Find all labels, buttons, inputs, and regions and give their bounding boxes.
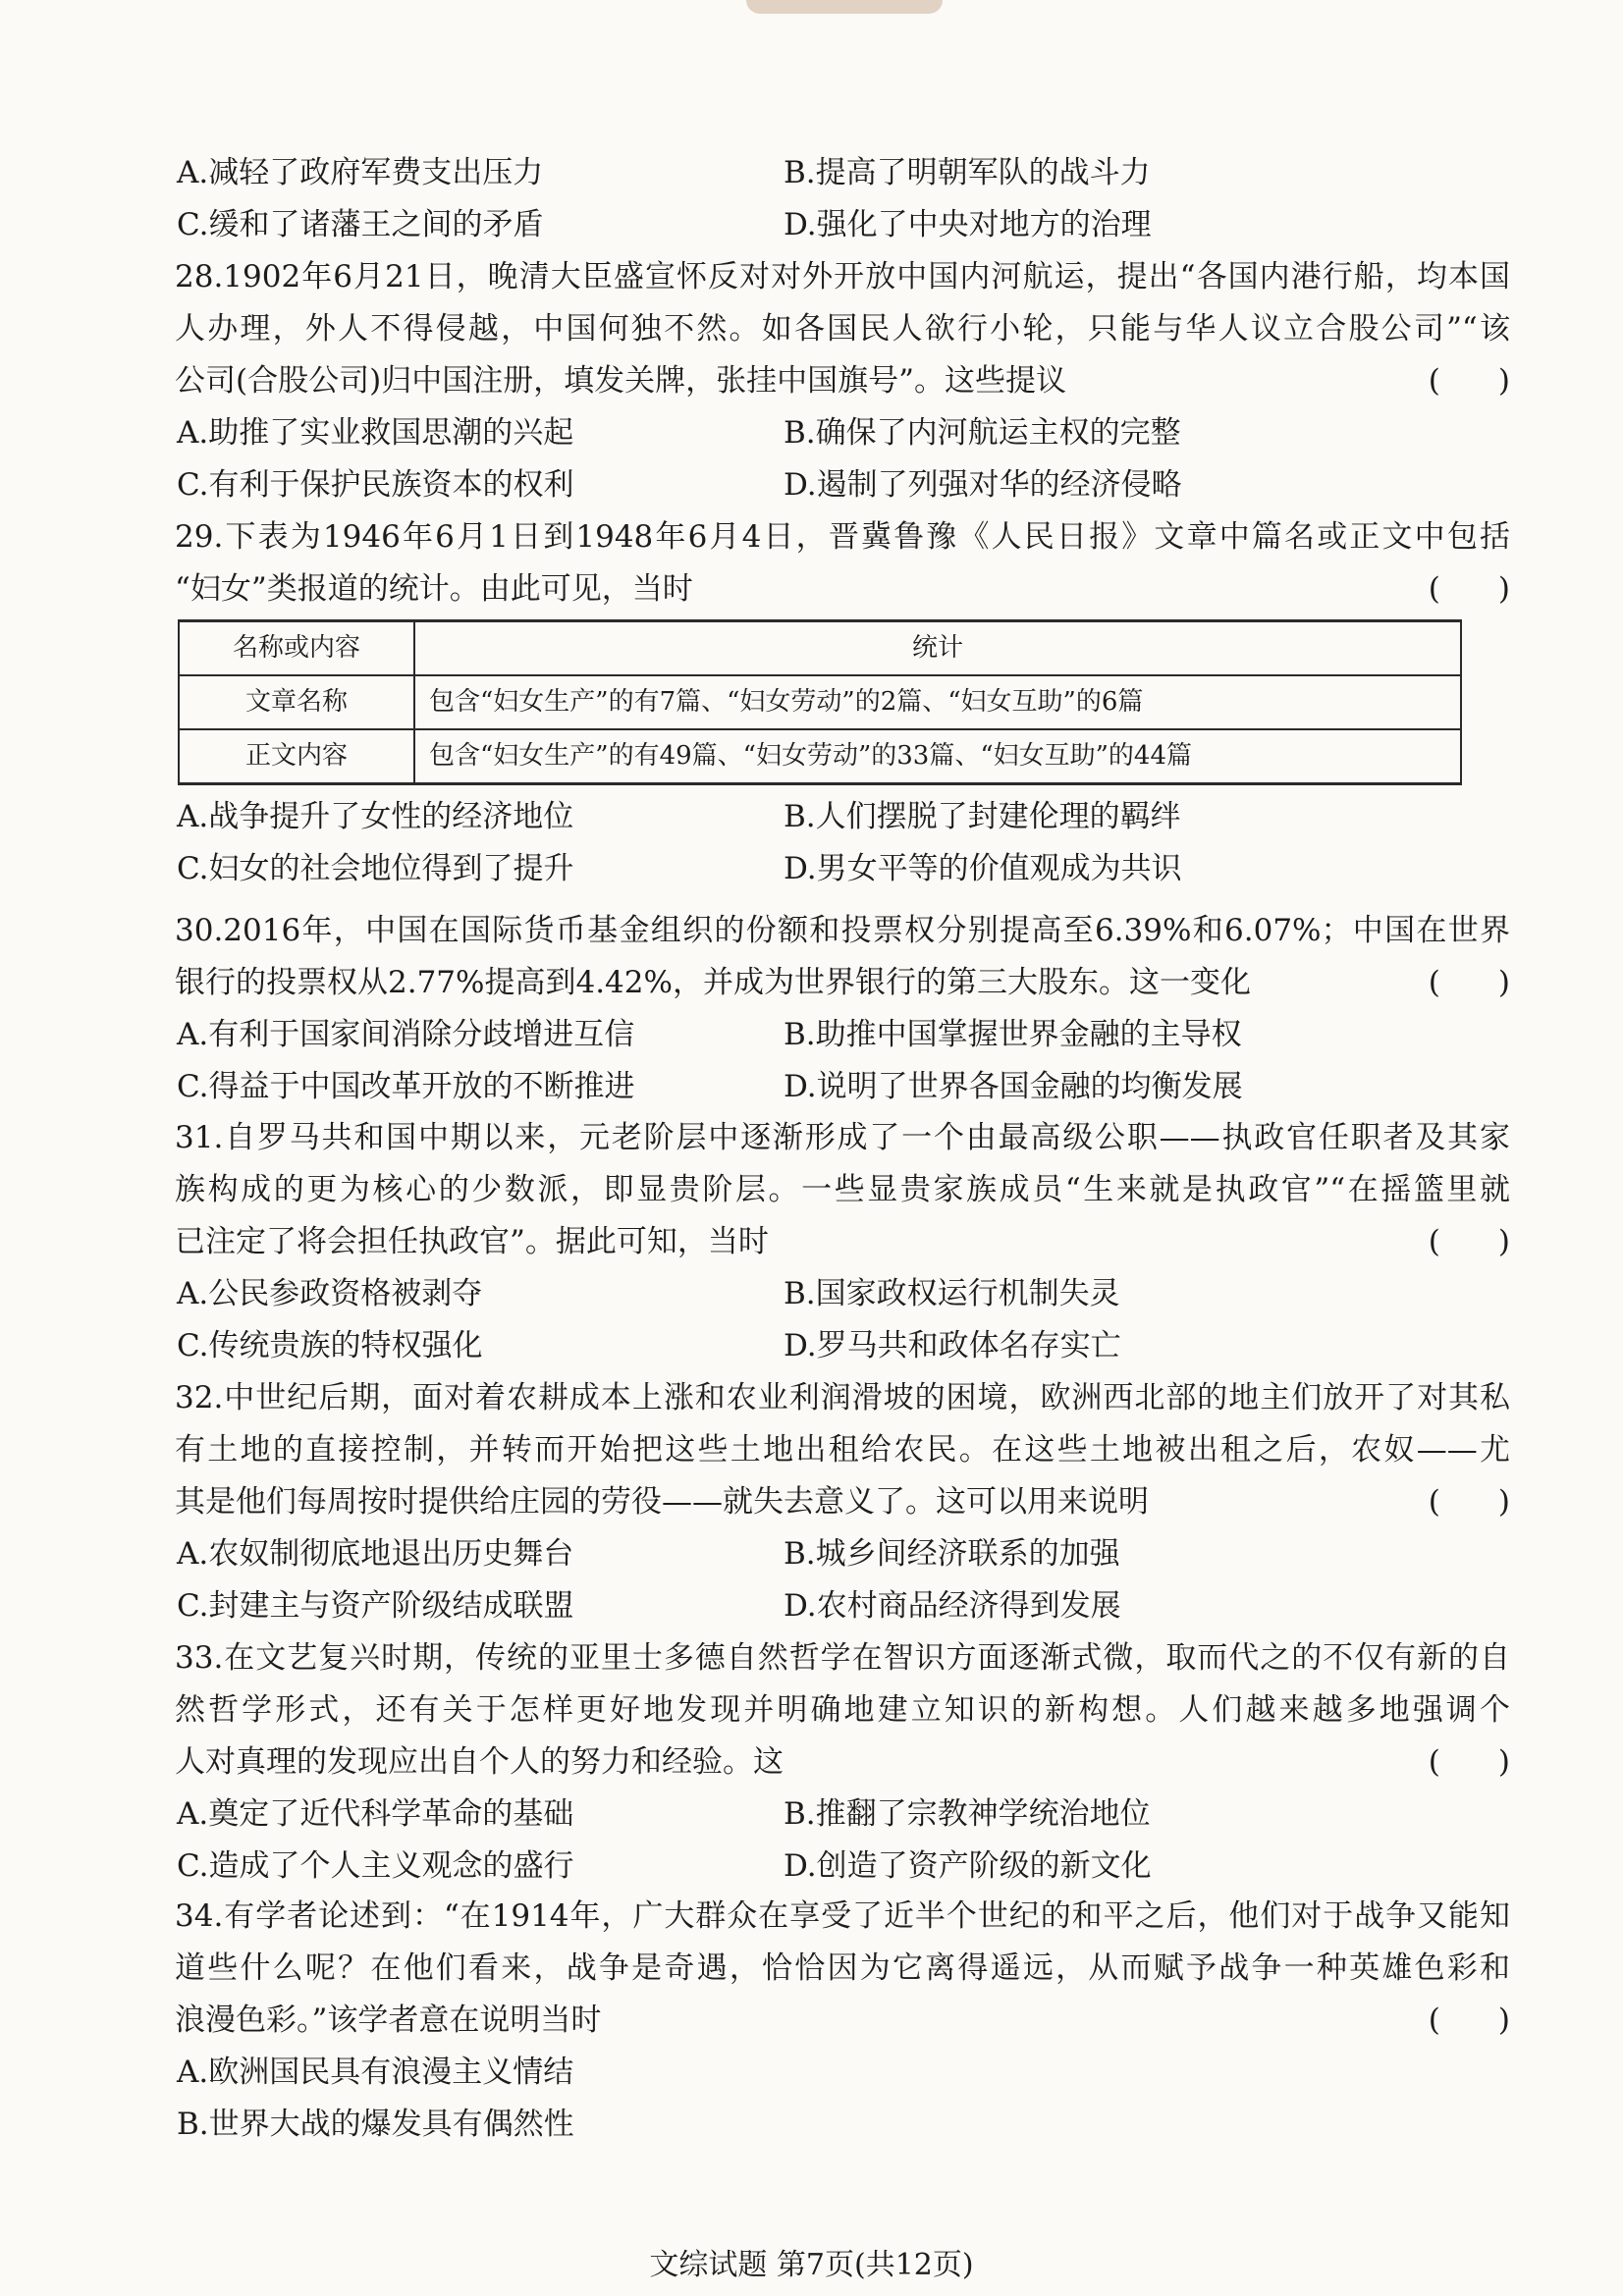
table-cell: 包含“妇女生产”的有49篇、“妇女劳动”的33篇、“妇女互助”的44篇 [414,729,1461,784]
option-a: A.有利于国家间消除分歧增进互信 [177,1017,635,1052]
option-b: B.提高了明朝军队的战斗力 [784,155,1151,190]
question-stem-line: 人办理，外人不得侵越，中国何独不然。如各国民人欲行小轮，只能与华人议立合股公司”“该 [175,311,1510,347]
options-32 [175,1528,1510,1632]
question-31 [175,1112,1510,1372]
option-a: A.欧洲国民具有浪漫主义情结 [177,2055,574,2090]
answer-parentheses: ( ) [1428,1744,1510,1780]
option-c: C.妇女的社会地位得到了提升 [177,851,574,886]
table-cell: 正文内容 [179,729,414,784]
question-33 [175,1632,1510,1893]
option-a: A.减轻了政府军费支出压力 [177,155,544,190]
options-28 [175,407,1510,511]
options-31 [175,1268,1510,1372]
question-stem-line: 人对真理的发现应出自个人的努力和经验。这 [175,1744,784,1780]
question-stem-line: 银行的投票权从2.77%提高到4.42%，并成为世界银行的第三大股东。这一变化 [175,965,1251,1000]
option-d: D.创造了资产阶级的新文化 [784,1848,1152,1884]
question-stem-line: 31.自罗马共和国中期以来，元老阶层中逐渐形成了一个由最高级公职——执政官任职者及其家 [175,1120,1510,1155]
question-30 [175,905,1510,1113]
question-32 [175,1372,1510,1632]
answer-parentheses: ( ) [1428,965,1510,1000]
answer-parentheses: ( ) [1428,571,1510,607]
answer-parentheses: ( ) [1428,1484,1510,1520]
table-cell: 包含“妇女生产”的有7篇、“妇女劳动”的2篇、“妇女互助”的6篇 [414,675,1461,729]
table-header-cell: 名称或内容 [179,621,414,676]
option-a: A.公民参政资格被剥夺 [177,1276,483,1311]
option-d: D.男女平等的价值观成为共识 [784,851,1182,886]
question-stem-line: 浪漫色彩。”该学者意在说明当时 [175,2002,602,2038]
option-c: C.得益于中国改革开放的不断推进 [177,1069,635,1104]
table-cell: 文章名称 [179,675,414,729]
question-28 [175,251,1510,511]
option-a: A.战争提升了女性的经济地位 [177,799,574,834]
question-stem-line: 其是他们每周按时提供给庄园的劳役——就失去意义了。这可以用来说明 [175,1484,1149,1520]
table-header-cell: 统计 [414,621,1461,676]
answer-parentheses: ( ) [1428,2002,1510,2038]
statistics-table [178,619,1462,785]
options-33 [175,1789,1510,1893]
question-stem-line: 30.2016年，中国在国际货币基金组织的份额和投票权分别提高至6.39%和6.07%；中国在世界 [175,913,1510,948]
question-stem-line: 34.有学者论述到：“在1914年，广大群众在享受了近半个世纪的和平之后，他们对于战争又能知 [175,1898,1510,1934]
option-d: D.遏制了列强对华的经济侵略 [784,467,1182,503]
question-stem-line: 有土地的直接控制，并转而开始把这些土地出租给农民。在这些土地被出租之后，农奴——尤 [175,1432,1510,1468]
page-footer: 文综试题 第7页(共12页) [649,2248,974,2282]
option-a: A.农奴制彻底地退出历史舞台 [177,1536,574,1572]
option-a: A.奠定了近代科学革命的基础 [177,1796,574,1832]
question-27 [175,147,1510,251]
question-stem-line: 道些什么呢？在他们看来，战争是奇遇，恰恰因为它离得遥远，从而赋予战争一种英雄色彩和 [175,1950,1510,1986]
question-stem-line: 公司(合股公司)归中国注册，填发关牌，张挂中国旗号”。这些提议 [175,363,1067,399]
options-30 [175,1009,1510,1113]
option-a: A.助推了实业救国思潮的兴起 [177,415,574,451]
option-b: B.助推中国掌握世界金融的主导权 [784,1017,1242,1052]
options-29 [175,791,1510,895]
option-c: C.缓和了诸藩王之间的矛盾 [177,207,544,242]
option-b: B.人们摆脱了封建伦理的羁绊 [784,799,1181,834]
option-d: D.强化了中央对地方的治理 [784,207,1152,242]
table-row [179,675,1461,729]
option-b: B.城乡间经济联系的加强 [784,1536,1120,1572]
option-c: C.有利于保护民族资本的权利 [177,467,574,503]
question-stem-line: 32.中世纪后期，面对着农耕成本上涨和农业利润滑坡的困境，欧洲西北部的地主们放开了对其私 [175,1380,1510,1415]
answer-parentheses: ( ) [1428,1224,1510,1259]
option-c: C.封建主与资产阶级结成联盟 [177,1588,574,1624]
option-b: B.世界大战的爆发具有偶然性 [177,2107,574,2142]
question-29 [175,511,1510,895]
option-b: B.推翻了宗教神学统治地位 [784,1796,1151,1832]
question-stem-line: 29.下表为1946年6月1日到1948年6月4日，晋冀鲁豫《人民日报》文章中篇名或正文中包括 [175,519,1510,555]
option-d: D.农村商品经济得到发展 [784,1588,1121,1624]
option-d: D.罗马共和政体名存实亡 [784,1328,1121,1363]
table-row [179,729,1461,784]
scan-smudge [746,0,943,14]
question-34 [175,1891,1510,2151]
question-stem-line: 然哲学形式，还有关于怎样更好地发现并明确地建立知识的新构想。人们越来越多地强调个 [175,1692,1510,1728]
option-d: D.说明了世界各国金融的均衡发展 [784,1069,1243,1104]
answer-parentheses: ( ) [1428,363,1510,399]
option-c: C.造成了个人主义观念的盛行 [177,1848,574,1884]
option-b: B.国家政权运行机制失灵 [784,1276,1120,1311]
question-stem-line: 28.1902年6月21日，晚清大臣盛宣怀反对对外开放中国内河航运，提出“各国内港行船，均本国 [175,259,1510,294]
question-stem-line: 族构成的更为核心的少数派，即显贵阶层。一些显贵家族成员“生来就是执政官”“在摇篮里就 [175,1172,1510,1207]
question-stem-line: “妇女”类报道的统计。由此可见，当时 [175,571,693,607]
question-stem-line: 33.在文艺复兴时期，传统的亚里士多德自然哲学在智识方面逐渐式微，取而代之的不仅有新的自 [175,1640,1510,1676]
table-header-row [179,621,1461,676]
option-c: C.传统贵族的特权强化 [177,1328,483,1363]
question-stem-line: 已注定了将会担任执政官”。据此可知，当时 [175,1224,769,1259]
options-27 [175,147,1510,251]
option-b: B.确保了内河航运主权的完整 [784,415,1181,451]
